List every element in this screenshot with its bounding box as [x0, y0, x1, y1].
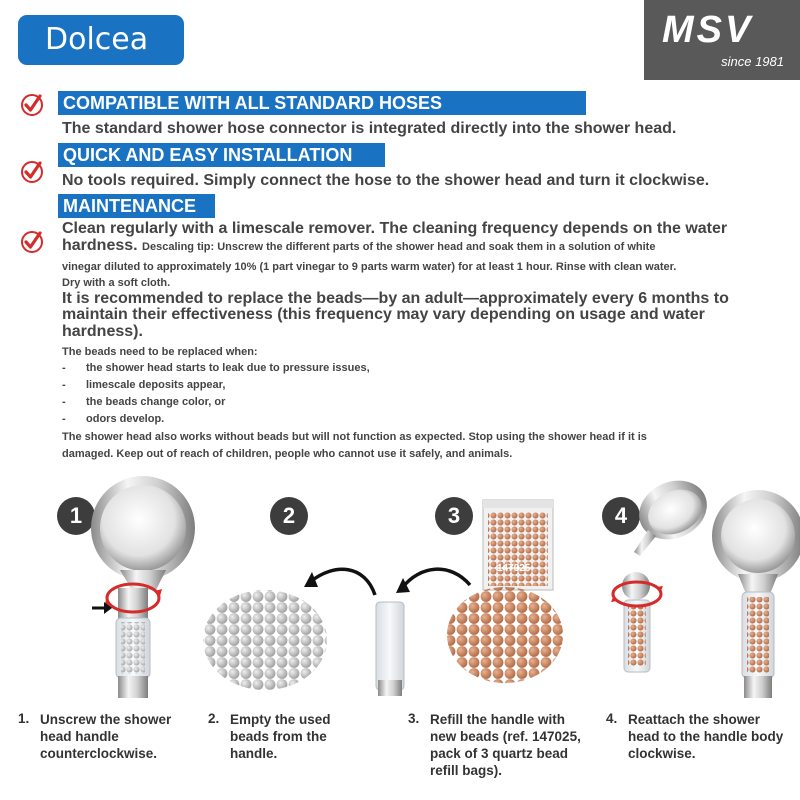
descaling-tip: Descaling tip: Unscrew the different parts of the shower head and soak them in a solution of white — [142, 241, 656, 253]
step-caption-line: handle. — [230, 746, 278, 761]
shower-head-image — [91, 476, 195, 698]
bullet-item: the shower head starts to leak due to pressure issues, — [86, 362, 370, 374]
step-caption-line: pack of 3 quartz bead — [430, 746, 569, 761]
warning-line-1: The shower head also works without beads but will not function as expected. Stop using the shower head if it is — [62, 431, 647, 443]
section-title-compatible: COMPATIBLE WITH ALL STANDARD HOSES — [58, 91, 586, 115]
brand-badge: Dolcea — [18, 15, 184, 65]
section-title-installation: QUICK AND EASY INSTALLATION — [58, 143, 385, 167]
step-caption-line: Empty the used — [230, 712, 331, 727]
step-label: 1. — [18, 711, 30, 726]
recommend-line-1: It is recommended to replace the beads—by an adult—approximately every 6 months to — [62, 290, 729, 307]
step-number-badge: 4 — [602, 497, 640, 535]
bullet-item: the beads change color, or — [86, 396, 226, 408]
step-caption-line: head handle — [40, 729, 119, 744]
replace-intro: The beads need to be replaced when: — [62, 346, 258, 358]
maintenance-line-2 — [62, 237, 655, 255]
step-label: 4. — [606, 711, 618, 726]
logo-tagline: since 1981 — [721, 54, 784, 69]
check-icon — [20, 230, 44, 254]
step-number-badge: 1 — [57, 497, 95, 535]
empty-handle-image — [376, 602, 404, 696]
recommend-line-2: maintain their effectiveness (this frequency may vary depending on usage and water — [62, 306, 705, 323]
step-number-badge: 3 — [435, 497, 473, 535]
logo-mark: MSV — [662, 9, 754, 51]
maintenance-line-3: vinegar diluted to approximately 10% (1 part vinegar to 9 parts warm water) for at least 1 hour. Rinse with clean water. — [62, 261, 677, 273]
step-caption-line: refill bags). — [430, 763, 503, 778]
section-text-compatible: The standard shower hose connector is integrated directly into the shower head. — [62, 120, 677, 137]
bullet-dash: - — [62, 379, 66, 391]
maintenance-line-1: Clean regularly with a limescale remover. The cleaning frequency depends on the water — [62, 220, 728, 237]
bullet-item: odors develop. — [86, 413, 165, 425]
bullet-dash: - — [62, 413, 66, 425]
arrow-icon — [310, 569, 375, 595]
step-caption-line: Refill the handle with — [430, 712, 566, 727]
maintenance-line-4: Dry with a soft cloth. — [62, 277, 171, 289]
arrow-icon — [402, 569, 470, 588]
step-caption-line: beads from the — [230, 729, 327, 744]
step-caption-line: Unscrew the shower — [40, 712, 172, 727]
step-caption-line: counterclockwise. — [40, 746, 158, 761]
bullet-dash: - — [62, 362, 66, 374]
bag-ref-label: 147025 — [497, 563, 531, 574]
maintenance-hardness: hardness. — [62, 237, 138, 254]
new-beads-image — [447, 587, 563, 683]
reassembly-image — [611, 470, 800, 698]
step-label: 3. — [408, 711, 420, 726]
section-text-installation: No tools required. Simply connect the hose to the shower head and turn it clockwise. — [62, 172, 710, 189]
step-caption-line: head to the handle body — [628, 729, 784, 744]
msv-logo — [644, 0, 800, 80]
step-caption-1 — [40, 711, 210, 762]
step-caption-4 — [628, 711, 798, 762]
step-label: 2. — [208, 711, 220, 726]
bullet-dash: - — [62, 396, 66, 408]
section-title-maintenance: MAINTENANCE — [58, 194, 215, 218]
step-caption-line: Reattach the shower — [628, 712, 761, 727]
instruction-illustrations — [0, 470, 800, 705]
bead-refill-bag-image — [483, 500, 553, 590]
step-caption-line: new beads (ref. 147025, — [430, 729, 581, 744]
used-beads-image — [203, 590, 327, 690]
step-number-badge: 2 — [270, 497, 308, 535]
step-caption-2 — [230, 711, 380, 762]
step-caption-3 — [430, 711, 610, 779]
step-caption-line: clockwise. — [628, 746, 696, 761]
bullet-item: limescale deposits appear, — [86, 379, 226, 391]
check-icon — [20, 93, 44, 117]
check-icon — [20, 160, 44, 184]
warning-line-2: damaged. Keep out of reach of children, people who cannot use it safely, and animals. — [62, 448, 513, 460]
recommend-line-3: hardness). — [62, 323, 143, 340]
